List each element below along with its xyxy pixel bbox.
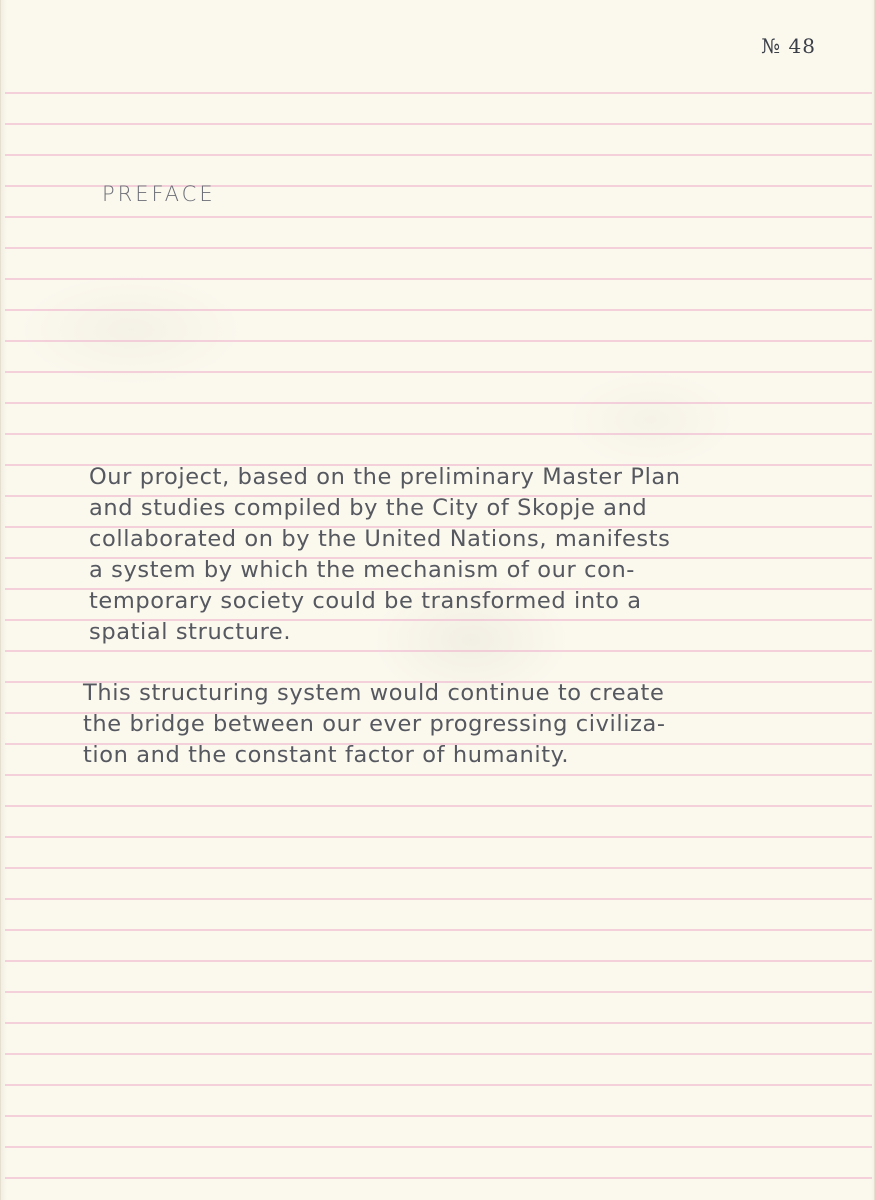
page-heading: PREFACE: [102, 182, 216, 206]
paragraph-line: tion and the constant factor of humanity.: [83, 742, 570, 768]
paragraph-line: temporary society could be transformed into a: [89, 588, 642, 614]
paragraph-line: This structuring system would continue to create: [83, 680, 665, 706]
paragraph-line: spatial structure.: [89, 619, 292, 645]
paragraph-line: a system by which the mechanism of our con-: [89, 557, 636, 583]
paragraph-2: [83, 678, 843, 771]
paragraph-1: [89, 462, 849, 648]
page-number-stamp: № 48: [761, 34, 816, 58]
paragraph-line: collaborated on by the United Nations, manifests: [89, 526, 671, 552]
paragraph-line: and studies compiled by the City of Skopje and: [89, 495, 648, 521]
paragraph-line: the bridge between our ever progressing civiliza-: [83, 711, 666, 737]
paragraph-line: Our project, based on the preliminary Master Plan: [89, 464, 681, 490]
